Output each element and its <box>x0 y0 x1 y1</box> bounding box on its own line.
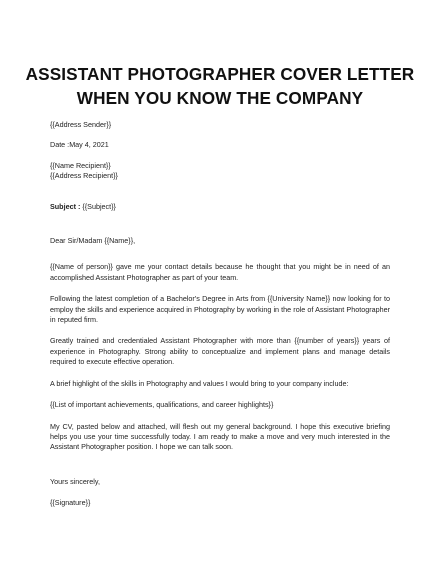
date-value: May 4, 2021 <box>69 140 109 150</box>
subject-value: {{Subject}} <box>80 201 116 211</box>
paragraph-1: {{Name of person}} gave me your contact details because he thought that you might be in need of an accomplished Assistant Photographer as part of your team. <box>50 262 390 282</box>
paragraph-2: Following the latest completion of a Bachelor's Degree in Arts from {{University Name}} now looking for to employ the skills and experience acquired in Photography by working in the role of Assistant Photographer in reputed firm. <box>50 294 390 325</box>
paragraph-5: {{List of important achievements, qualifications, and career highlights}} <box>50 400 274 410</box>
salutation: Dear Sir/Madam {{Name}}, <box>50 236 136 246</box>
date-label: Date : <box>50 140 70 150</box>
title-line-1: ASSISTANT PHOTOGRAPHER COVER LETTER <box>25 64 415 84</box>
subject-line <box>50 202 390 212</box>
date-line <box>50 140 390 150</box>
signature: {{Signature}} <box>50 498 91 508</box>
paragraph-6: My CV, pasted below and attached, will flesh out my general background. I hope this executive briefing helps you use your time successfully today. I am ready to make a move and very much interested in the Assistant Photographer position. I hope we can talk soon. <box>50 421 390 452</box>
subject-label: Subject : <box>50 201 81 211</box>
name-recipient: {{Name Recipient}} <box>50 160 111 170</box>
address-sender: {{Address Sender}} <box>50 120 112 129</box>
document-title <box>20 62 420 110</box>
paragraph-4: A brief highlight of the skills in Photography and values I would bring to your company include: <box>50 378 349 388</box>
address-recipient: {{Address Recipient}} <box>50 171 118 181</box>
closing: Yours sincerely, <box>50 476 100 486</box>
letter-body <box>50 120 390 509</box>
title-line-2: WHEN YOU KNOW THE COMPANY <box>76 88 364 108</box>
paragraph-3: Greatly trained and credentialed Assistant Photographer with more than {{number of years}} years of experience in Photography. Strong ability to conceptualize and implement plans and manage details required to execute effective operation. <box>50 336 390 367</box>
